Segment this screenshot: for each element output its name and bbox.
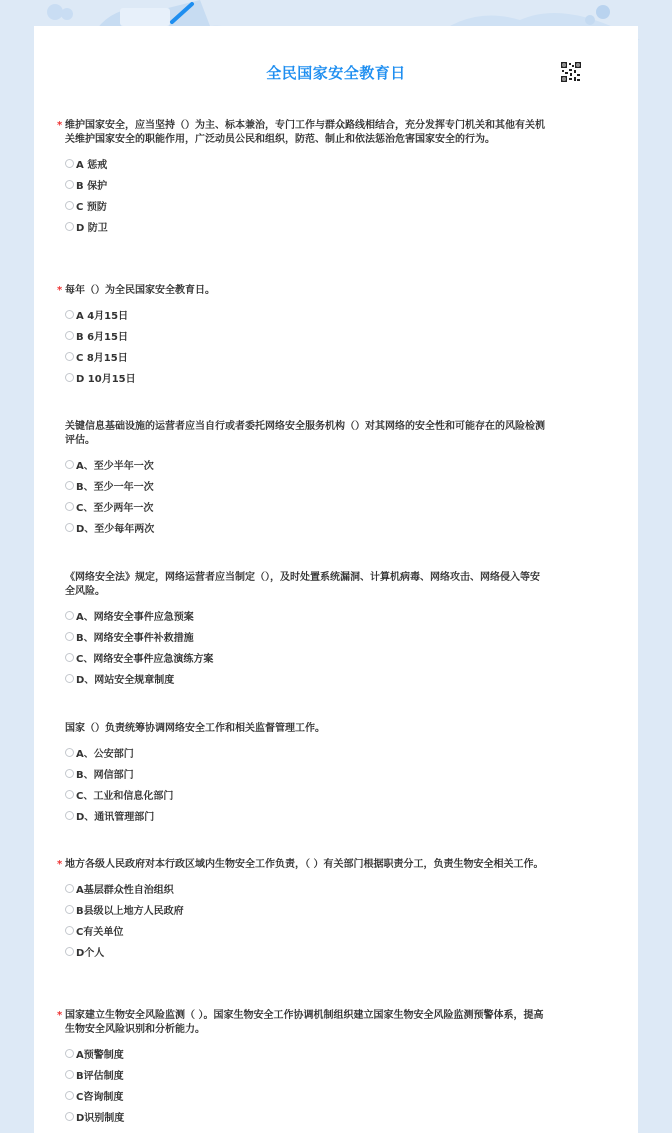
question-text: 国家建立生物安全风险监测（ ）。国家生物安全工作协调机制组织建立国家生物安全风险监测预警体系，提高生物安全风险识别和分析能力。 bbox=[65, 1010, 544, 1035]
radio-icon[interactable] bbox=[65, 1049, 74, 1058]
radio-icon[interactable] bbox=[65, 811, 74, 820]
radio-icon[interactable] bbox=[65, 611, 74, 620]
option-c[interactable]: C、工业和信息化部门 bbox=[58, 784, 548, 805]
option-c[interactable]: C、网络安全事件应急演练方案 bbox=[58, 647, 548, 668]
option-c[interactable]: C 8月15日 bbox=[58, 346, 548, 367]
option-b[interactable]: B县级以上地方人民政府 bbox=[58, 899, 548, 920]
question-3 bbox=[58, 420, 548, 538]
question-text: 《网络安全法》规定，网络运营者应当制定（），及时处置系统漏洞、计算机病毒、网络攻击、网络侵入等安全风险。 bbox=[65, 572, 540, 597]
radio-icon[interactable] bbox=[65, 331, 74, 340]
radio-icon[interactable] bbox=[65, 790, 74, 799]
question-text: 地方各级人民政府对本行政区域内生物安全工作负责，（ ）有关部门根据职责分工，负责生物安全相关工作。 bbox=[65, 859, 544, 870]
option-a[interactable]: A基层群众性自治组织 bbox=[58, 878, 548, 899]
option-a[interactable]: A 4月15日 bbox=[58, 304, 548, 325]
option-d[interactable]: D 10月15日 bbox=[58, 367, 548, 388]
option-d[interactable]: D、网站安全规章制度 bbox=[58, 668, 548, 689]
radio-icon[interactable] bbox=[65, 159, 74, 168]
radio-icon[interactable] bbox=[65, 180, 74, 189]
question-text: 维护国家安全，应当坚持（）为主、标本兼治，专门工作与群众路线相结合，充分发挥专门机关和其他有关机关维护国家安全的职能作用，广泛动员公民和组织，防范、制止和依法惩治危害国家安全的行为。 bbox=[65, 120, 545, 145]
radio-icon[interactable] bbox=[65, 502, 74, 511]
option-d[interactable]: D个人 bbox=[58, 941, 548, 962]
radio-icon[interactable] bbox=[65, 481, 74, 490]
option-a[interactable]: A、至少半年一次 bbox=[58, 454, 548, 475]
option-b[interactable]: B、网信部门 bbox=[58, 763, 548, 784]
radio-icon[interactable] bbox=[65, 905, 74, 914]
option-a[interactable]: A、网络安全事件应急预案 bbox=[58, 605, 548, 626]
option-b[interactable]: B评估制度 bbox=[58, 1064, 548, 1085]
radio-icon[interactable] bbox=[65, 748, 74, 757]
radio-icon[interactable] bbox=[65, 884, 74, 893]
question-text: 每年（）为全民国家安全教育日。 bbox=[65, 285, 215, 296]
radio-icon[interactable] bbox=[65, 926, 74, 935]
option-b[interactable]: B、网络安全事件补救措施 bbox=[58, 626, 548, 647]
option-a[interactable]: A、公安部门 bbox=[58, 742, 548, 763]
option-c[interactable]: C咨询制度 bbox=[58, 1085, 548, 1106]
radio-icon[interactable] bbox=[65, 1091, 74, 1100]
option-d[interactable]: D、至少每年两次 bbox=[58, 517, 548, 538]
option-a[interactable]: A 惩戒 bbox=[58, 153, 548, 174]
required-mark: * bbox=[57, 120, 63, 131]
radio-icon[interactable] bbox=[65, 222, 74, 231]
radio-icon[interactable] bbox=[65, 632, 74, 641]
qr-code-icon[interactable] bbox=[561, 62, 581, 82]
option-d[interactable]: D识别制度 bbox=[58, 1106, 548, 1127]
option-a[interactable]: A预警制度 bbox=[58, 1043, 548, 1064]
option-c[interactable]: C、至少两年一次 bbox=[58, 496, 548, 517]
required-mark: * bbox=[57, 285, 63, 296]
radio-icon[interactable] bbox=[65, 310, 74, 319]
radio-icon[interactable] bbox=[65, 1112, 74, 1121]
radio-icon[interactable] bbox=[65, 653, 74, 662]
question-5 bbox=[58, 722, 548, 826]
radio-icon[interactable] bbox=[65, 1070, 74, 1079]
page-title: 全民国家安全教育日 bbox=[266, 64, 406, 82]
radio-icon[interactable] bbox=[65, 373, 74, 382]
option-b[interactable]: B 6月15日 bbox=[58, 325, 548, 346]
radio-icon[interactable] bbox=[65, 460, 74, 469]
option-d[interactable]: D 防卫 bbox=[58, 216, 548, 237]
radio-icon[interactable] bbox=[65, 523, 74, 532]
option-c[interactable]: C 预防 bbox=[58, 195, 548, 216]
option-d[interactable]: D、通讯管理部门 bbox=[58, 805, 548, 826]
question-1 bbox=[58, 119, 548, 237]
radio-icon[interactable] bbox=[65, 674, 74, 683]
question-6 bbox=[58, 858, 548, 962]
required-mark: * bbox=[57, 859, 63, 870]
radio-icon[interactable] bbox=[65, 201, 74, 210]
question-4 bbox=[58, 571, 548, 689]
question-text: 国家（）负责统筹协调网络安全工作和相关监督管理工作。 bbox=[65, 723, 325, 734]
option-b[interactable]: B 保护 bbox=[58, 174, 548, 195]
required-mark: * bbox=[57, 1010, 63, 1021]
radio-icon[interactable] bbox=[65, 769, 74, 778]
question-7 bbox=[58, 1009, 548, 1127]
option-c[interactable]: C有关单位 bbox=[58, 920, 548, 941]
radio-icon[interactable] bbox=[65, 352, 74, 361]
radio-icon[interactable] bbox=[65, 947, 74, 956]
option-b[interactable]: B、至少一年一次 bbox=[58, 475, 548, 496]
question-2 bbox=[58, 284, 548, 388]
question-text: 关键信息基础设施的运营者应当自行或者委托网络安全服务机构（）对其网络的安全性和可能存在的风险检测评估。 bbox=[65, 421, 545, 446]
